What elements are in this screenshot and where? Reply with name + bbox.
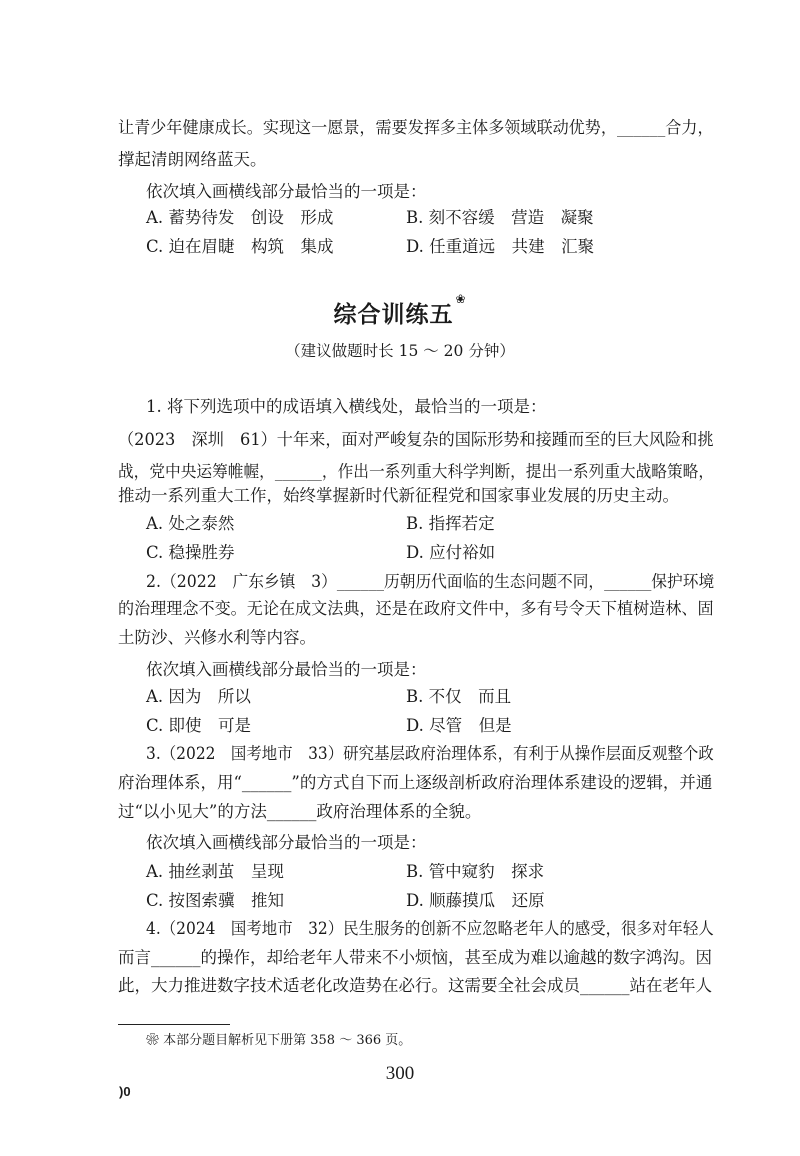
option-c: C. 按图索骥 推知 <box>146 891 285 910</box>
option-a: A. 蓄势待发 创设 形成 <box>146 208 334 227</box>
text-line: （2023 深圳 61）十年来，面对严峻复杂的国际形势和接踵而至的巨大风险和挑 <box>118 430 714 449</box>
text-line: 的治理理念不变。无论在成文法典，还是在政府文件中，多有号令天下植树造林、固 <box>118 599 714 618</box>
option-c: C. 稳操胜券 <box>146 543 235 562</box>
q1-stem: 1. 将下列选项中的成语填入横线处，最恰当的一项是： <box>146 397 547 416</box>
option-b: B. 刻不容缓 营造 凝聚 <box>406 208 594 227</box>
option-d: D. 任重道远 共建 汇聚 <box>406 237 595 256</box>
option-a: A. 抽丝剥茧 呈现 <box>146 862 284 881</box>
option-a: A. 因为 所以 <box>146 687 251 706</box>
option-c: C. 迫在眉睫 构筑 集成 <box>146 237 334 256</box>
footnote-rule <box>118 1024 230 1025</box>
section-subtitle: （建议做题时长 15 ～ 20 分钟） <box>285 342 515 360</box>
question-prompt: 依次填入画横线部分最恰当的一项是： <box>146 660 427 679</box>
corner-mark: )0 <box>119 1084 131 1099</box>
option-d: D. 顺藤摸瓜 还原 <box>406 891 545 910</box>
q4-stem: 4.（2024 国考地市 32）民生服务的创新不应忽略老年人的感受，很多对年轻人 <box>146 919 714 938</box>
text-line: 府治理体系，用“______”的方式自下而上逐级剖析政府治理体系建设的逻辑，并通 <box>118 773 713 792</box>
text-line: 战，党中央运筹帷幄，______，作出一系列重大科学判断，提出一系列重大战略策略， <box>118 462 715 481</box>
text-line: 撑起清朗网络蓝天。 <box>118 150 267 169</box>
q3-stem: 3.（2022 国考地市 33）研究基层政府治理体系，有利于从操作层面反观整个政 <box>146 744 714 763</box>
text-line: 此，大力推进数字技术适老化改造势在必行。这需要全社会成员______站在老年人 <box>118 976 712 995</box>
question-prompt: 依次填入画横线部分最恰当的一项是： <box>146 182 427 201</box>
text-line: 而言______的操作，却给老年人带来不小烦恼，甚至成为难以逾越的数字鸿沟。因 <box>118 948 712 967</box>
text-line: 土防沙、兴修水利等内容。 <box>118 628 316 647</box>
text-line: 推动一系列重大工作，始终掌握新时代新征程党和国家事业发展的历史主动。 <box>118 486 679 505</box>
option-d: D. 尽管 但是 <box>406 716 512 735</box>
option-b: B. 不仅 而且 <box>406 687 512 706</box>
question-prompt: 依次填入画横线部分最恰当的一项是： <box>146 833 427 852</box>
footnote: ❀ 本部分题目解析见下册第 358 ～ 366 页。 <box>146 1033 412 1048</box>
option-c: C. 即使 可是 <box>146 716 252 735</box>
option-b: B. 管中窥豹 探求 <box>406 862 545 881</box>
section-title: 综合训练五❀ <box>333 292 467 328</box>
option-b: B. 指挥若定 <box>406 514 495 533</box>
flower-mark-icon: ❀ <box>455 292 467 306</box>
option-d: D. 应付裕如 <box>406 543 496 562</box>
q2-stem: 2.（2022 广东乡镇 3）______历朝历代面临的生态问题不同，______保护环境 <box>146 572 715 591</box>
text-line: 过“以小见大”的方法______政府治理体系的全貌。 <box>118 802 482 821</box>
option-a: A. 处之泰然 <box>146 514 235 533</box>
text-line: 让青少年健康成长。实现这一愿景，需要发挥多主体多领域联动优势，______合力， <box>118 118 714 137</box>
page-number: 300 <box>385 1063 415 1084</box>
